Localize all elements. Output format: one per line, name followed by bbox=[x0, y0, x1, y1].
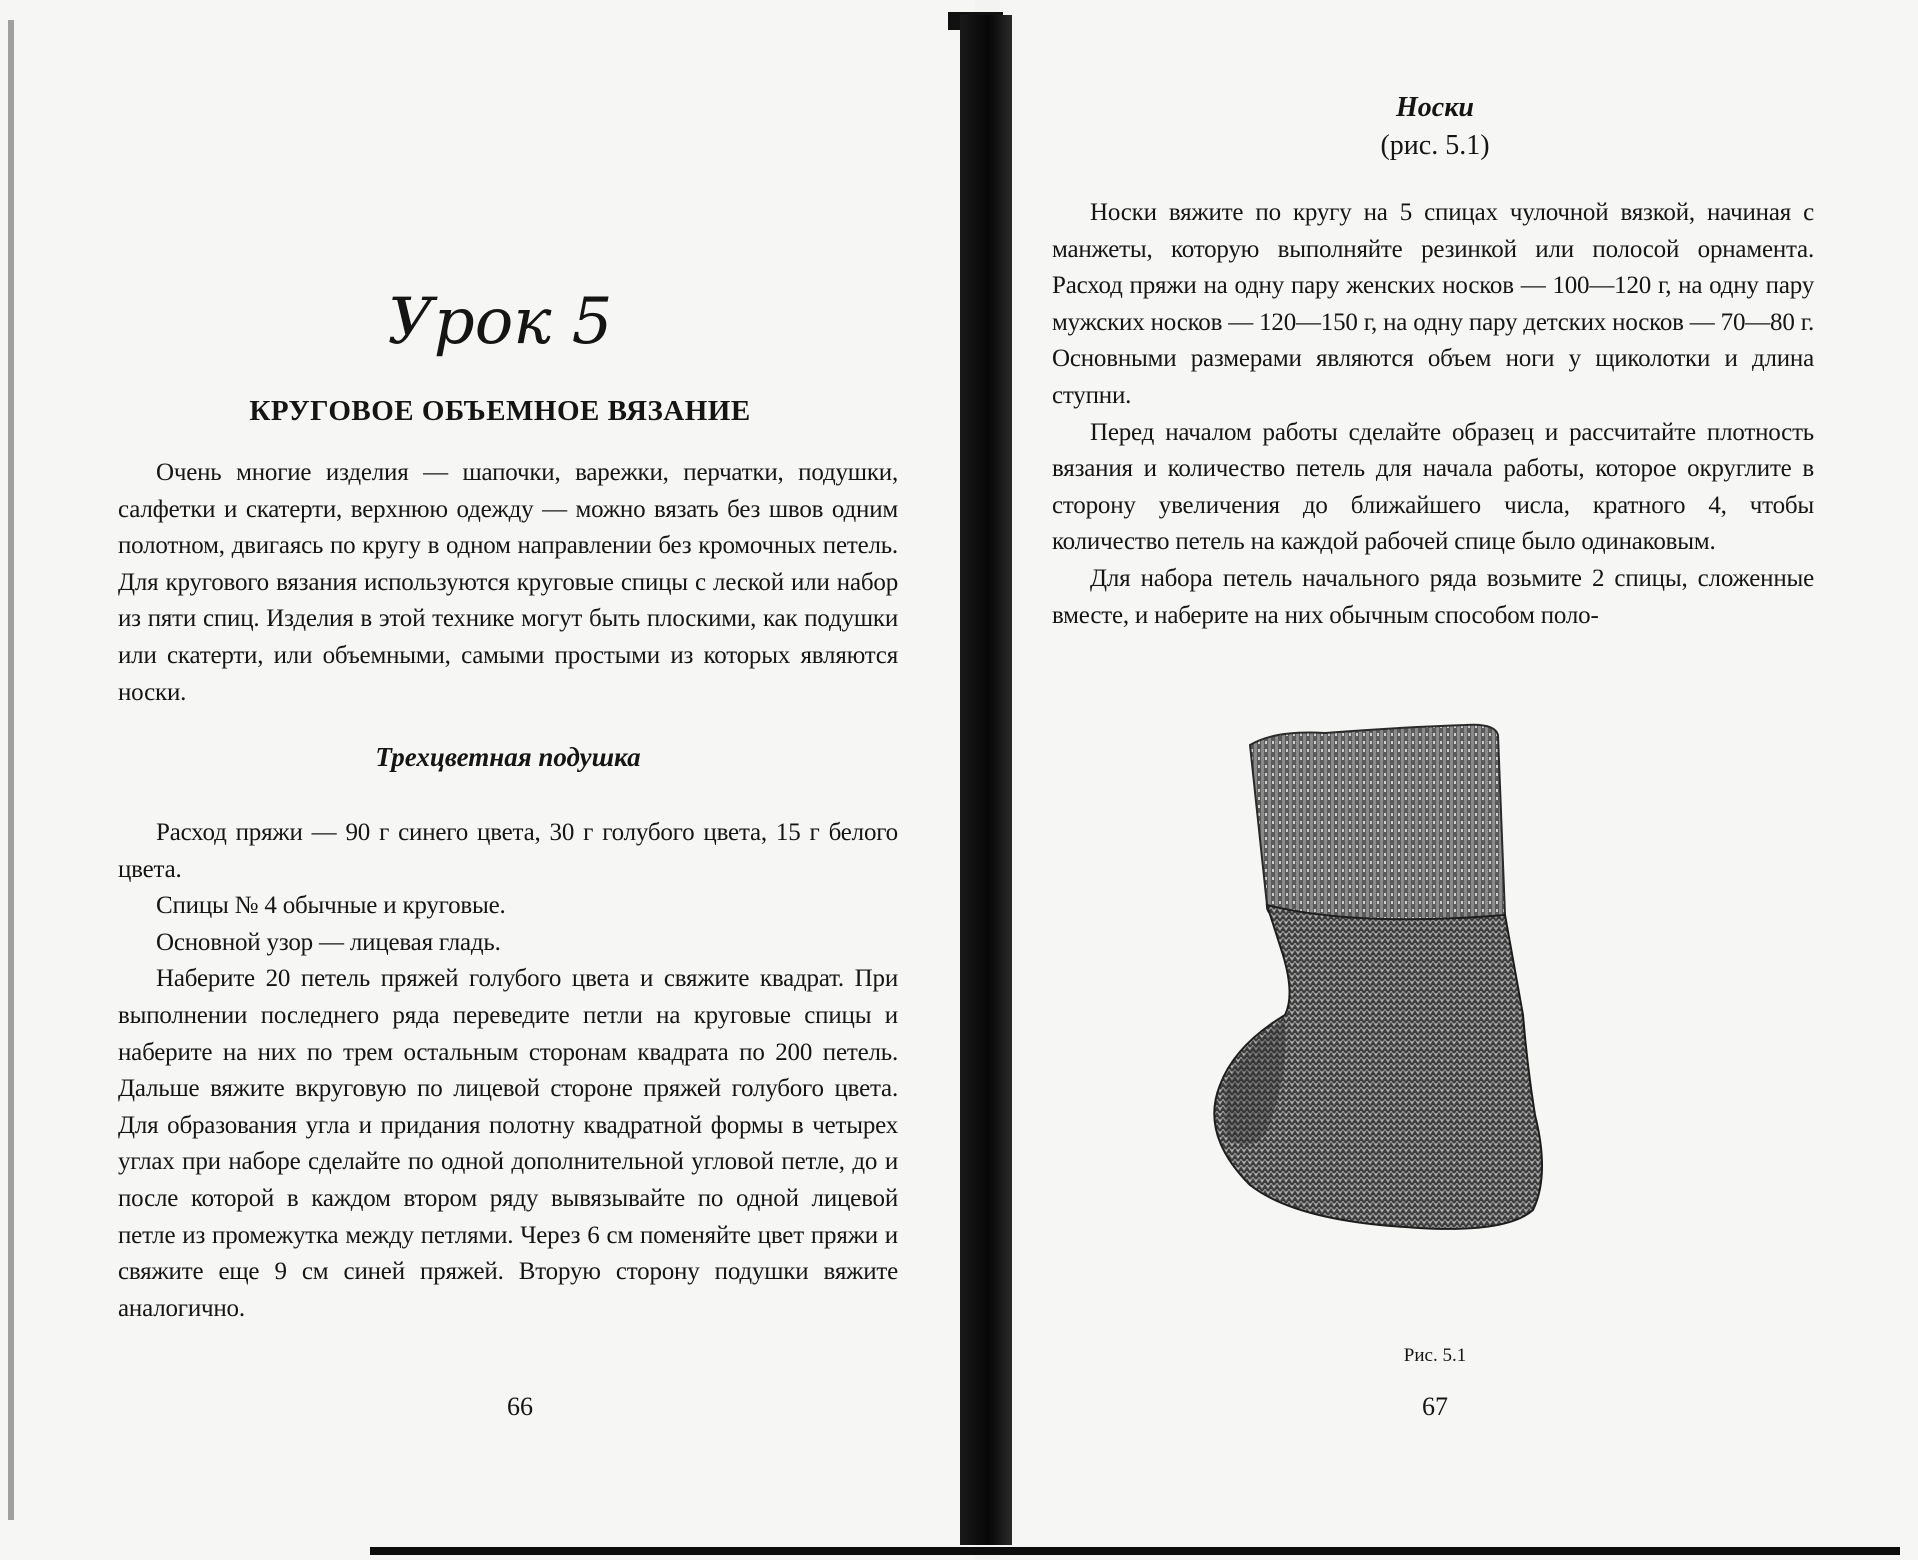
paragraph-needles: Спицы № 4 обычные и круговые. bbox=[156, 892, 506, 920]
pillow-instructions bbox=[118, 815, 898, 1327]
page-edge-shadow bbox=[8, 20, 14, 1520]
book-spine bbox=[960, 15, 1012, 1545]
section-heading-socks: Носки bbox=[1396, 92, 1474, 123]
bottom-edge-shadow bbox=[370, 1547, 1900, 1555]
section-heading: Трехцветная подушка bbox=[375, 742, 641, 772]
sock-illustration bbox=[1205, 715, 1675, 1245]
paragraph-yarn: Расход пряжи — 90 г синего цвета, 30 г голубого цвета, 15 г белого цвета. bbox=[118, 819, 898, 883]
paragraph-socks-3: Для набора петель начального ряда возьмите 2 спицы, сложенные вместе, и наберите на них обычным способом поло- bbox=[1052, 564, 1814, 629]
page-number-left: 66 bbox=[507, 1392, 533, 1421]
intro-text bbox=[118, 455, 898, 711]
intro-paragraph: Очень многие изделия — шапочки, варежки, перчатки, подушки, салфетки и скатерти, верхнюю одежду — можно вязать без швов одним полотном, двигаясь по кругу в одном направлении без кромочных петель. Для кругового вязания используются круговые спицы с леской или набор из пяти спиц. Изделия в этой технике могут быть плоскими, как подушки или скатерти, или объемными, самыми простыми из которых являются носки. bbox=[118, 459, 898, 706]
paragraph-socks-1: Носки вяжите по кругу на 5 спицах чулочной вязкой, начиная с манжеты, которую выполняйте резинкой или полосой орнамента. Расход пряжи на одну пару женских носков — 100—120 г, на одну пару мужских носков — 120—150 г, на одну пару детских носков — 70—80 г. Основными размерами являются объем ноги у щиколотки и длина ступни. bbox=[1052, 199, 1814, 409]
socks-instructions bbox=[1052, 195, 1814, 634]
page-number-right: 67 bbox=[1422, 1392, 1448, 1421]
chapter-title: КРУГОВОЕ ОБЪЕМНОЕ ВЯЗАНИЕ bbox=[249, 395, 751, 427]
lesson-title: Урок 5 bbox=[387, 285, 613, 359]
paragraph-socks-2: Перед началом работы сделайте образец и рассчитайте плотность вязания и количество петель для начала работы, которое округлите в сторону увеличения до ближайшего числа, кратного 4, чтобы количество петель на каждой рабочей спице было одинаковым. bbox=[1052, 418, 1814, 556]
paragraph-steps: Наберите 20 петель пряжей голубого цвета и свяжите квадрат. При выполнении последнего ряда переведите петли на круговые спицы и наберите на них по трем остальным сторонам квадрата по 200 петель. Дальше вяжите вкруговую по лицевой стороне пряжей голубого цвета. Для образования угла и придания полотну квадратной формы в четырех углах при наборе сделайте по одной дополнительной угловой петле, до и после которой в каждом втором ряду вывязывайте по одной лицевой петле из промежутка между петлями. Через 6 см поменяйте цвет пряжи и свяжите еще 9 см синей пряжей. Вторую сторону подушки вяжите аналогично. bbox=[118, 965, 898, 1322]
figure-reference: (рис. 5.1) bbox=[1380, 130, 1490, 161]
paragraph-pattern: Основной узор — лицевая гладь. bbox=[156, 928, 501, 956]
figure-caption: Рис. 5.1 bbox=[1403, 1345, 1467, 1366]
sock-cuff bbox=[1250, 725, 1505, 927]
